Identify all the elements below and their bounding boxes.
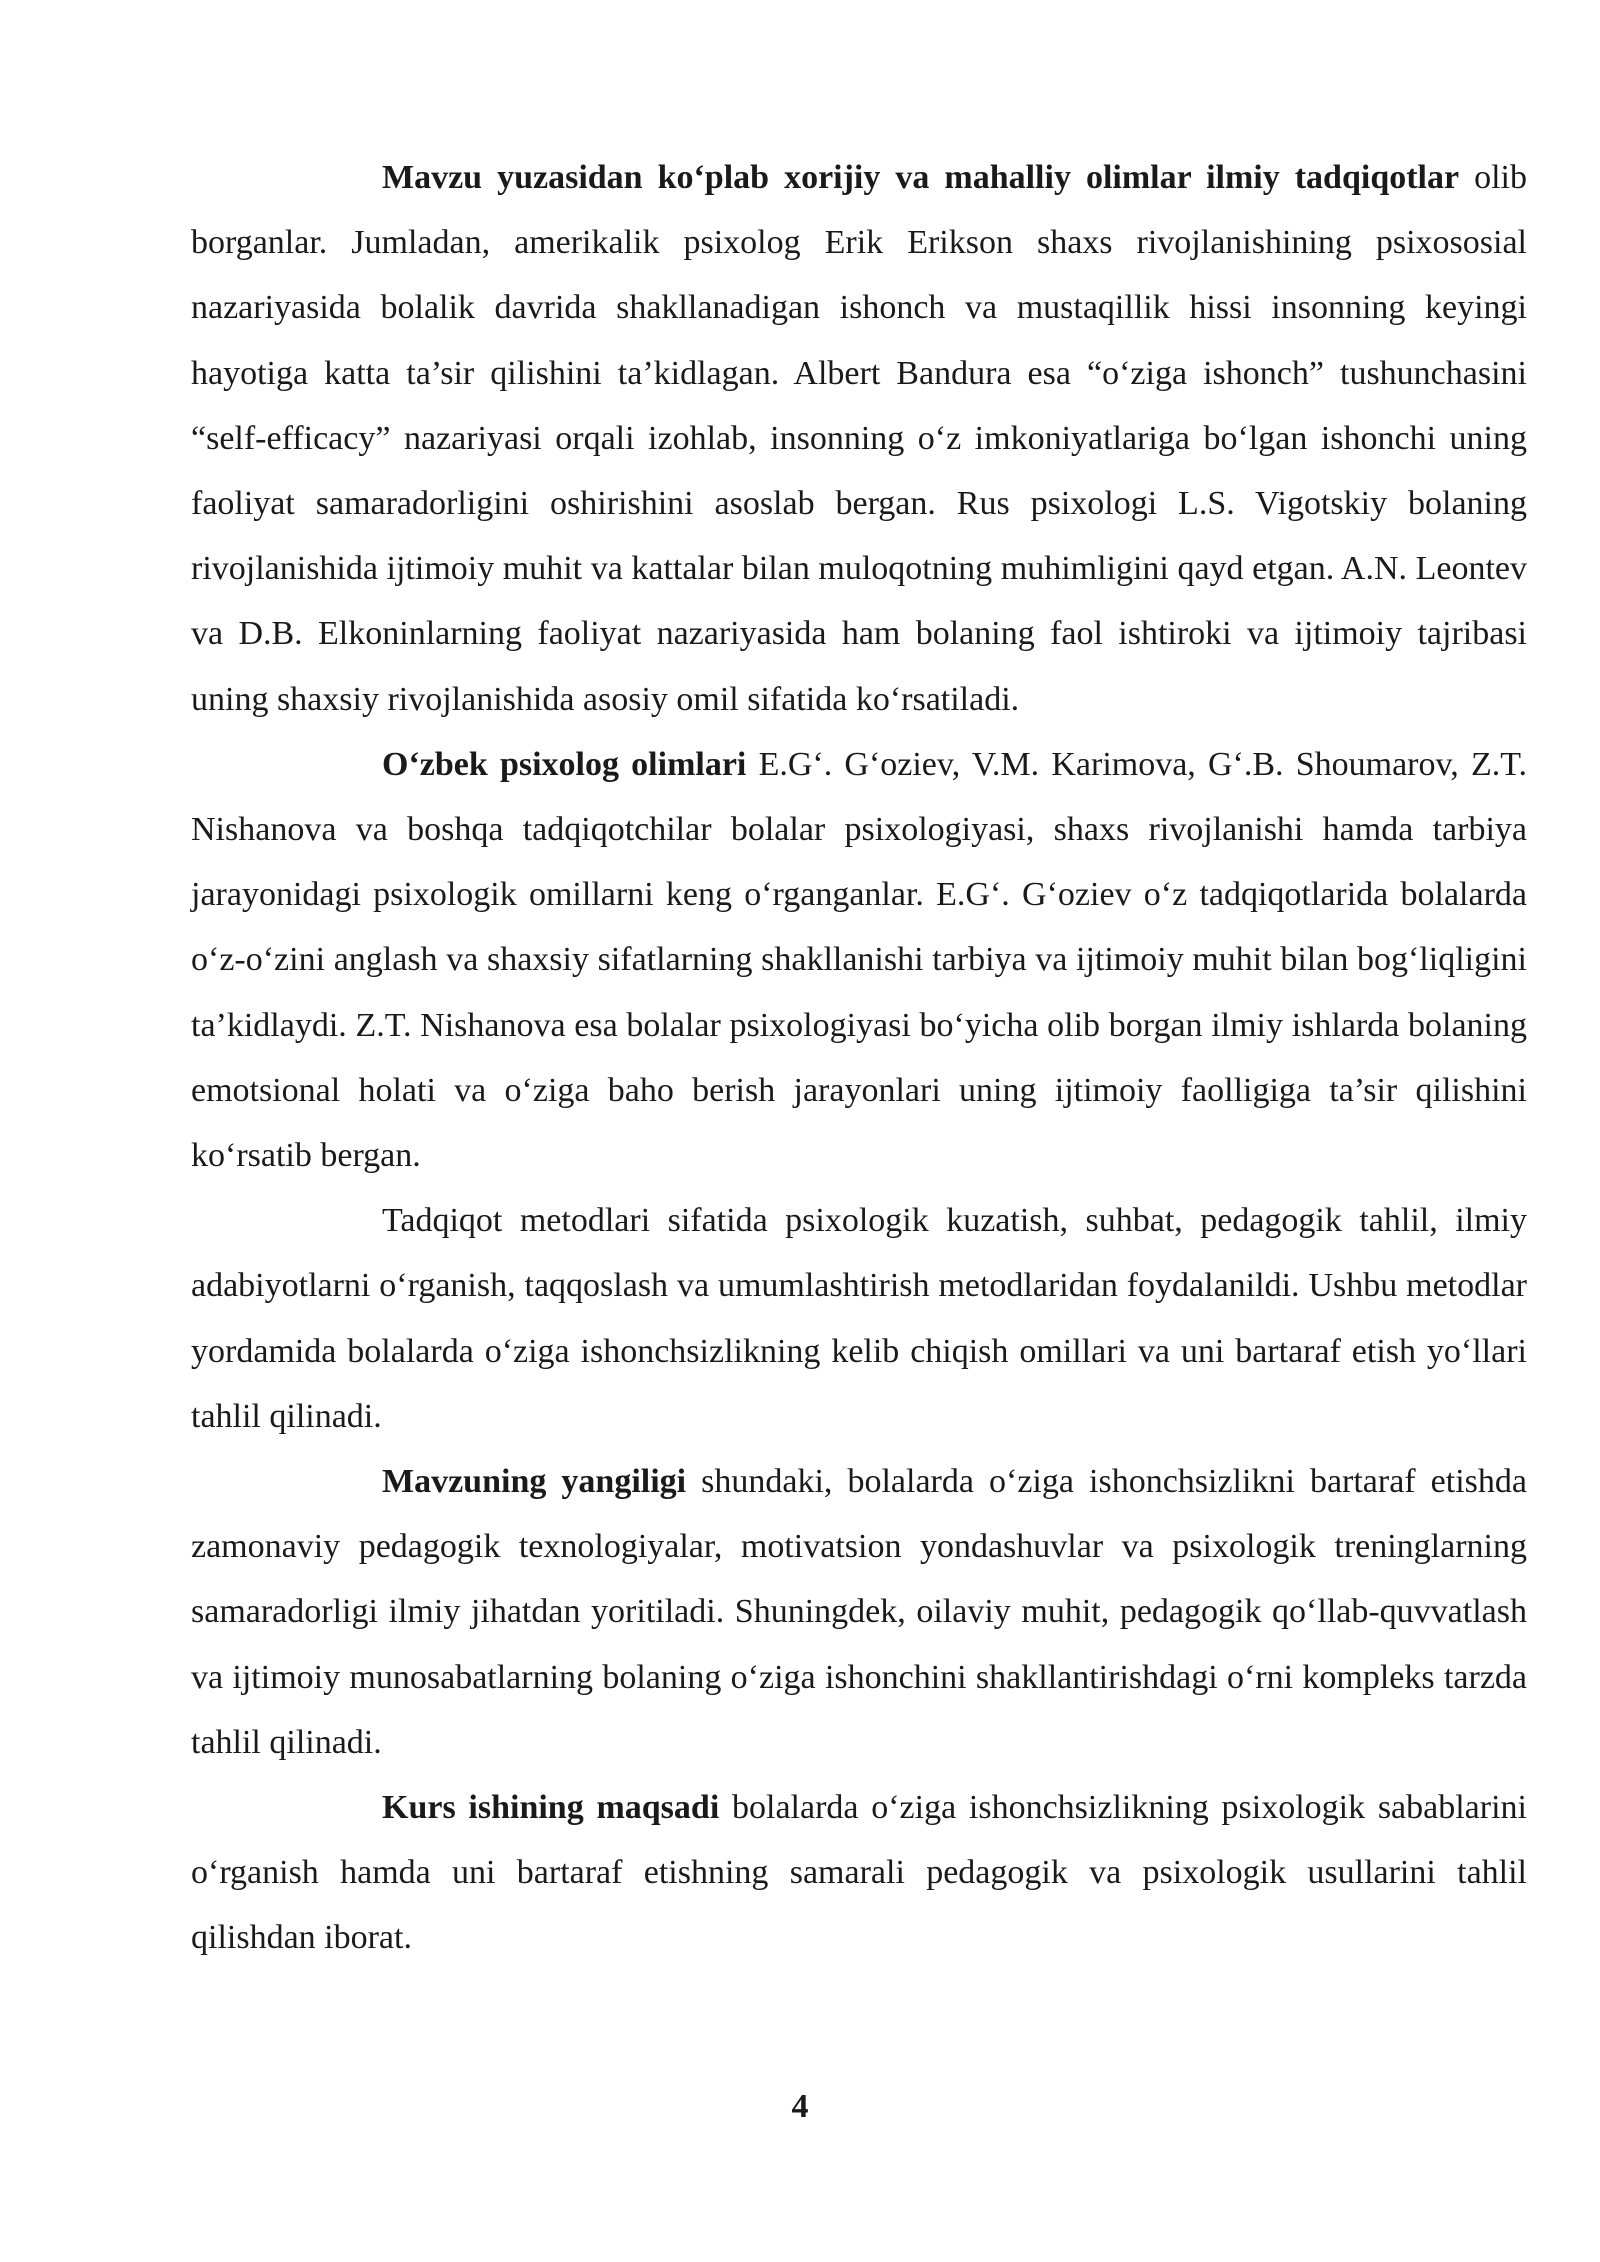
- page-number: 4: [791, 2088, 809, 2125]
- paragraph-lead-bold: Mavzu yuzasidan ko‘plab xorijiy va mahalliy olimlar ilmiy tadqiqotlar: [382, 159, 1460, 196]
- paragraph-lead-bold: O‘zbek psixolog olimlari: [382, 745, 747, 783]
- paragraph-uzbek-scholars: [191, 732, 1527, 1188]
- paragraph-literature-review: [191, 145, 1527, 732]
- paragraph-novelty: [191, 1449, 1527, 1775]
- paragraph-goal: [191, 1775, 1527, 1971]
- paragraph-text: olib borganlar. Jumladan, amerikalik psixolog Erik Erikson shaxs rivojlanishining psixososial nazariyasida bolalik davrida shakllanadigan ishonch va mustaqillik hissi insonning keyingi hayotiga katta ta’sir qilishini ta’kidlagan. Albert Bandura esa “o‘ziga ishonch” tushunchasini “self-efficacy” nazariyasi orqali izohlab, insonning o‘z imkoniyatlariga bo‘lgan ishonchi uning faoliyat samaradorligini oshirishini asoslab bergan. Rus psixologi L.S. Vigotskiy bolaning rivojlanishida ijtimoiy muhit va kattalar bilan muloqotning muhimligini qayd etgan. A.N. Leontev va D.B. Elkoninlarning faoliyat nazariyasida ham bolaning faol ishtiroki va ijtimoiy tajribasi uning shaxsiy rivojlanishida asosiy omil sifatida ko‘rsatiladi.: [191, 159, 1527, 718]
- body-text: [191, 145, 1527, 1971]
- paragraph-text: E.G‘. G‘oziev, V.M. Karimova, G‘.B. Shoumarov, Z.T. Nishanova va boshqa tadqiqotchilar bolalar psixologiyasi, shaxs rivojlanishi hamda tarbiya jarayonidagi psixologik omillarni keng o‘rganganlar. E.G‘. G‘oziev o‘z tadqiqotlarida bolalarda o‘z-o‘zini anglash va shaxsiy sifatlarning shakllanishi tarbiya va ijtimoiy muhit bilan bog‘liqligini ta’kidlaydi. Z.T. Nishanova esa bolalar psixologiyasi bo‘yicha olib borgan ilmiy ishlarda bolaning emotsional holati va o‘ziga baho berish jarayonlari uning ijtimoiy faolligiga ta’sir qilishini ko‘rsatib bergan.: [191, 745, 1527, 1175]
- paragraph-lead-bold: Kurs ishining maqsadi: [382, 1789, 720, 1827]
- paragraph-text: shundaki, bolalarda o‘ziga ishonchsizlikni bartaraf etishda zamonaviy pedagogik texnologiyalar, motivatsion yondashuvlar va psixologik treninglarning samaradorligi ilmiy jihatdan yoritiladi. Shuningdek, oilaviy muhit, pedagogik qo‘llab-quvvatlash va ijtimoiy munosabatlarning bolaning o‘ziga ishonchini shakllantirishdagi o‘rni kompleks tarzda tahlil qilinadi.: [191, 1463, 1527, 1761]
- paragraph-lead-bold: Mavzuning yangiligi: [382, 1463, 687, 1501]
- paragraph-research-methods: [191, 1188, 1527, 1449]
- paragraph-text: Tadqiqot metodlari sifatida psixologik kuzatish, suhbat, pedagogik tahlil, ilmiy adabiyotlarni o‘rganish, taqqoslash va umumlashtirish metodlaridan foydalanildi. Ushbu metodlar yordamida bolalarda o‘ziga ishonchsizlikning kelib chiqish omillari va uni bartaraf etish yo‘llari tahlil qilinadi.: [191, 1202, 1527, 1435]
- paragraph-text: bolalarda o‘ziga ishonchsizlikning psixologik sabablarini o‘rganish hamda uni bartaraf etishning samarali pedagogik va psixologik usullarini tahlil qilishdan iborat.: [191, 1789, 1527, 1957]
